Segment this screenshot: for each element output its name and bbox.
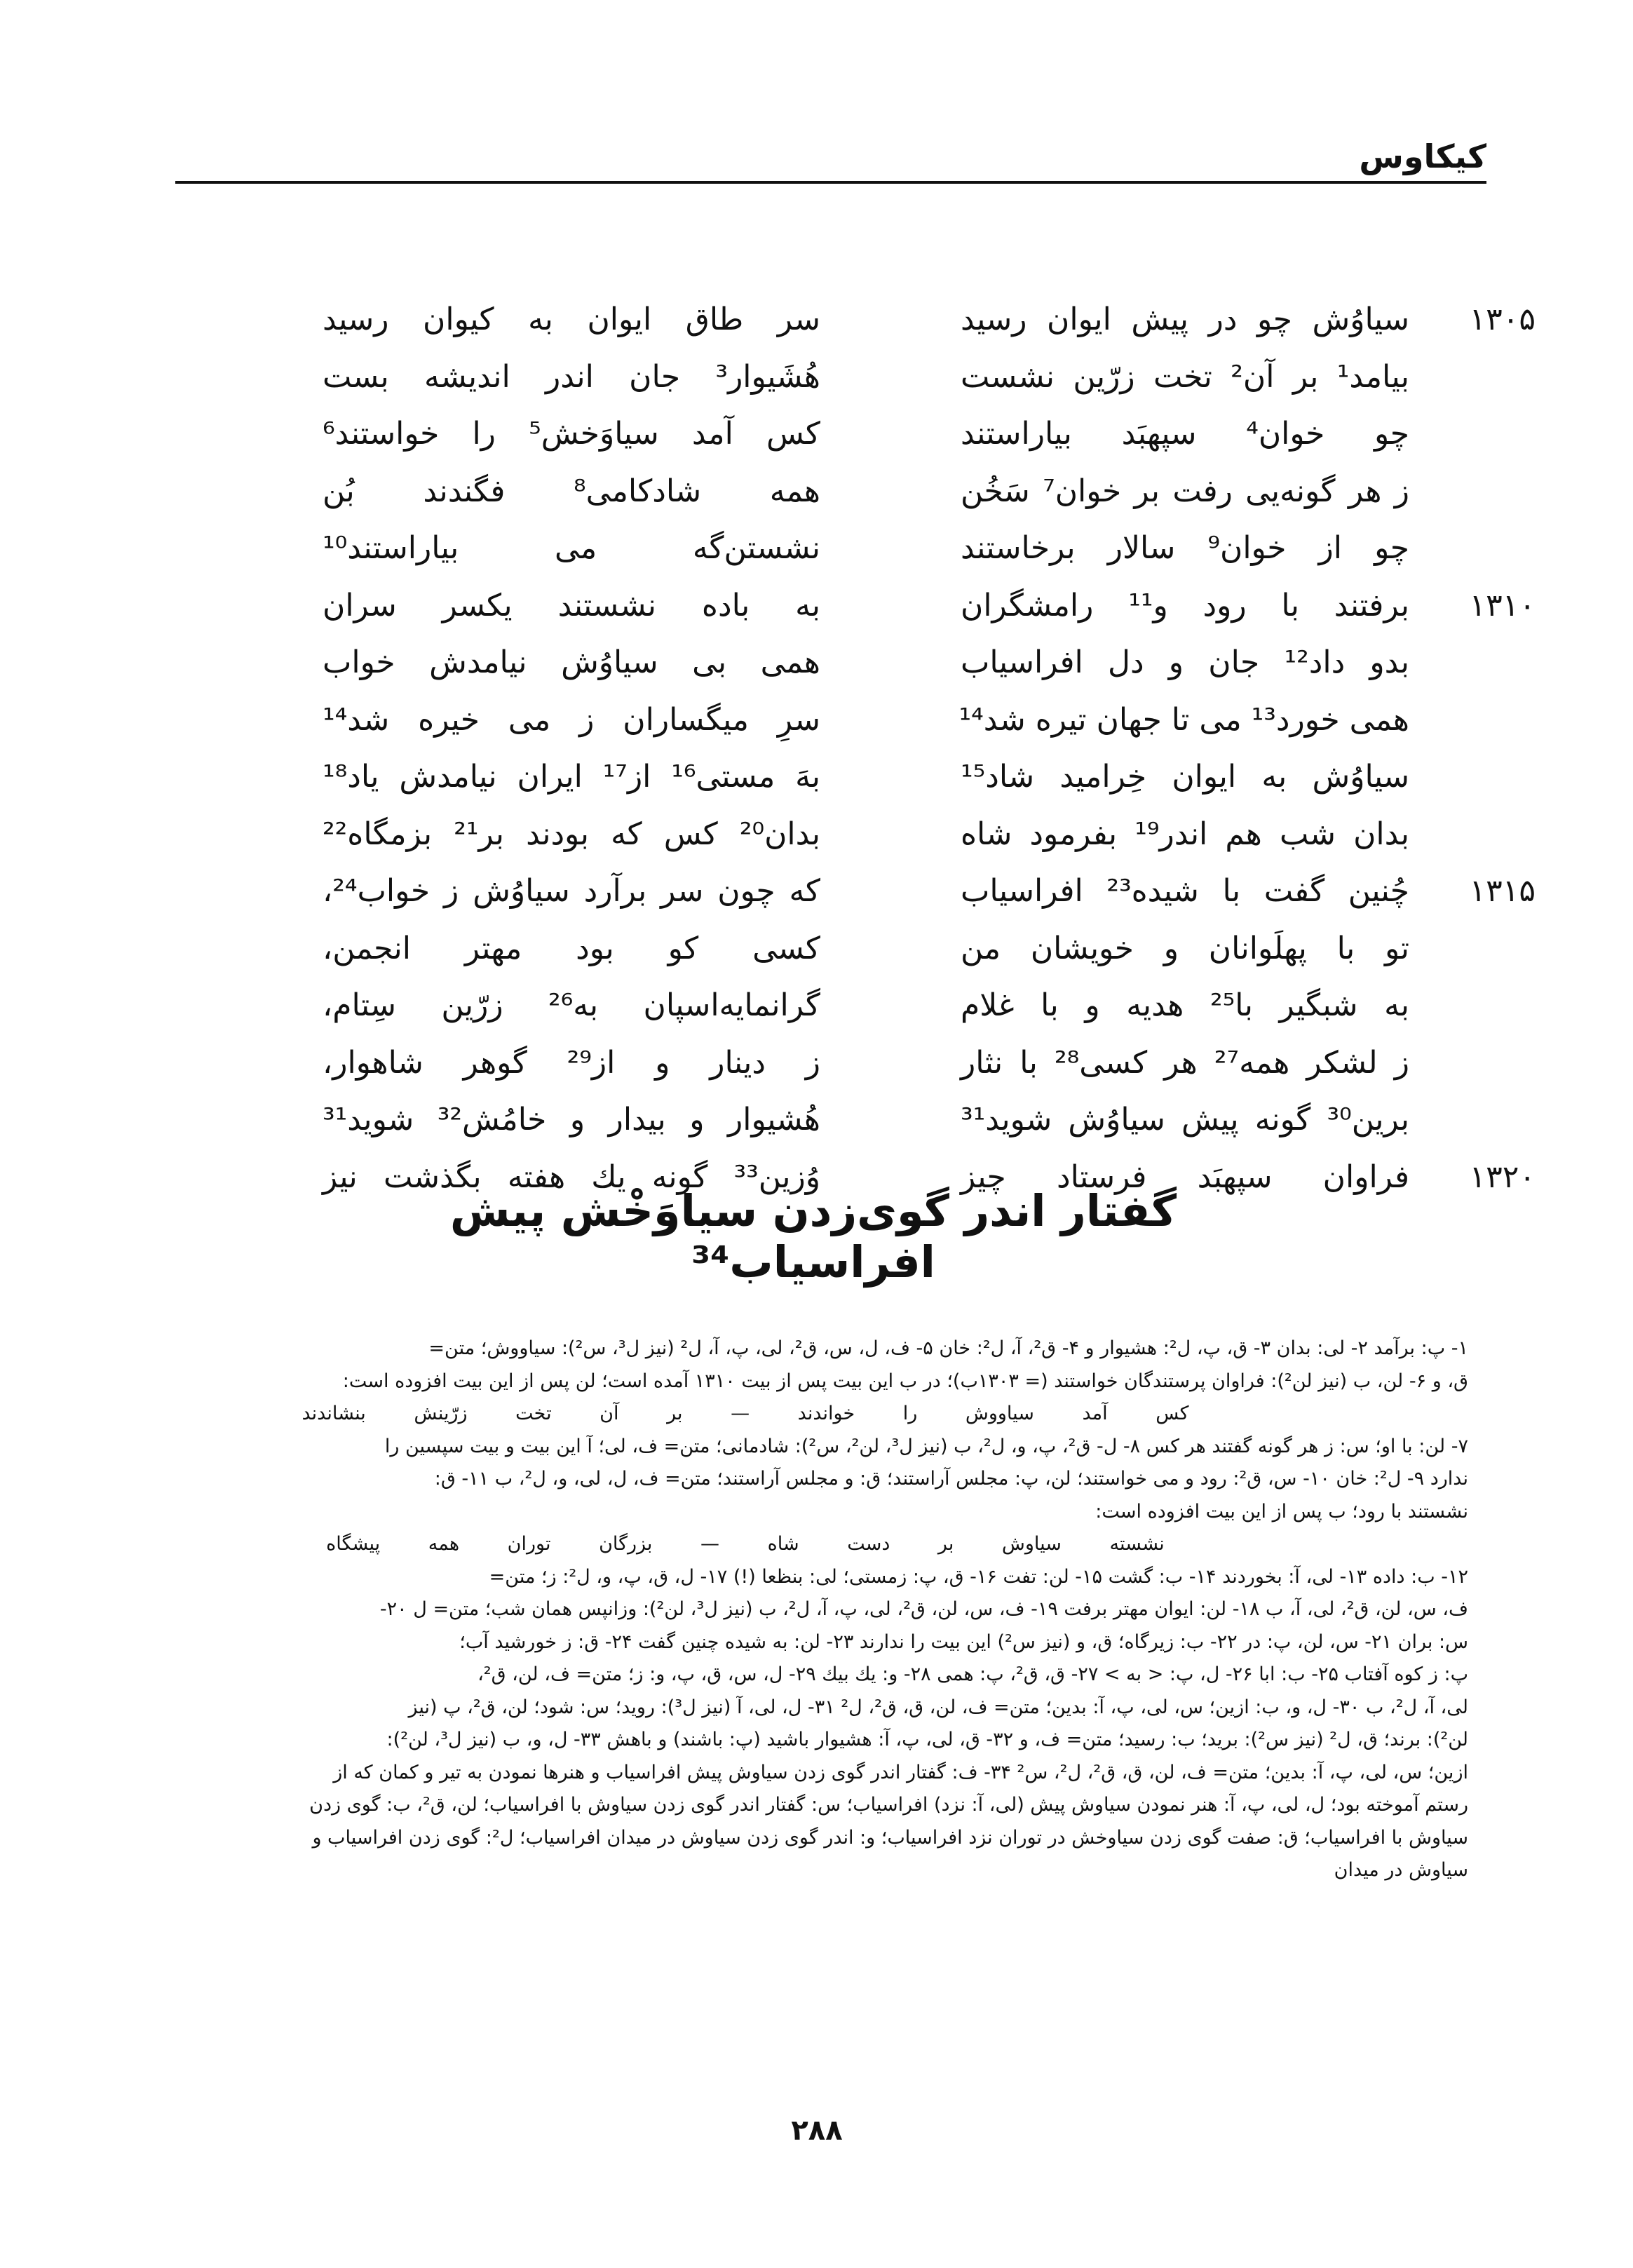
hemistich-first: ز لشکر همه²⁷ هر کسی²⁸ با نثار bbox=[961, 1044, 1409, 1081]
hemistich-first: چُنین گفت با شیده²³ افراسیاب bbox=[961, 873, 1409, 909]
footnote-line: ندارد ۹- ل²: خان ۱۰- س، ق²: رود و می خواستند؛ لن، پ: مجلس آراستند؛ ق: و مجلس آراستند؛ متن= ف، ل، لی، و، ل²، ب ۱۱- ق: bbox=[434, 1468, 1468, 1490]
footnote-line: نشستند با رود؛ ب پس از این بیت افزوده است: bbox=[1095, 1500, 1468, 1523]
verse-number: ۱۳۱۵ bbox=[1469, 873, 1536, 909]
running-head bbox=[175, 137, 1486, 184]
footnote-line: لن²): برند؛ ق، ل² (نیز س²): برید؛ ب: رسید؛ متن= ف، و ۳۲- ق، لی، پ، آ: هشیوار باشید (پ: باشند) و باهش ۳۳- ل، و، ب (نیز ل³، لن²): bbox=[386, 1729, 1468, 1750]
hemistich-first: چو خوان⁴ سپهبَد بیاراستند bbox=[961, 416, 1409, 452]
hemistich-second: هُشیوار و بیدار و خامُش³² شوید³¹ bbox=[323, 1102, 820, 1138]
poem-block bbox=[287, 302, 1536, 1216]
footnote-line: ق، و ۶- لن، ب (نیز لن²): فراوان پرستندگان خواستند (= ۱۳۰۳ب)؛ در ب این بیت پس از بیت ۱۳۱۰ آمده است؛ لن پس از این بیت افزوده است: bbox=[342, 1370, 1468, 1392]
hemistich-second: که چون سر برآرد سیاوُش ز خواب²⁴، bbox=[323, 873, 820, 909]
bayt bbox=[287, 702, 1536, 760]
bayt bbox=[287, 530, 1536, 588]
hemistich-second: سر طاق ایوان به کیوان رسید bbox=[323, 302, 820, 337]
hemistich-first: به شبگیر با²⁵ هدیه و با غلام bbox=[961, 987, 1409, 1023]
footnotes-apparatus bbox=[163, 1332, 1468, 1887]
footnote-line: رستم آموخته بود؛ ل، لی، پ، آ: هنر نمودن سیاوش پیش (لی، آ: نزد) افراسیاب؛ س: گفتار اندر گوی زدن سیاوش با افراسیاب؛ لن، ق²، ب: گوی زدن bbox=[309, 1794, 1468, 1816]
bayt bbox=[287, 302, 1536, 359]
bayt bbox=[287, 816, 1536, 874]
footnote-line: ازین؛ س، لی، پ، آ: بدین؛ متن= ف، لن، ق، ق²، ل²، س² ۳۴- ف: گفتار اندر گوی زدن سیاوش پیش افراسیاب و هنرها نمودن به تیر و کمان که از bbox=[333, 1761, 1468, 1783]
footnote-added-verse: کس آمد سیاووش را خواندند — بر آن تخت زرّینش بنشاندند bbox=[301, 1403, 1189, 1424]
hemistich-second: همی بی سیاوُش نیامدش خواب bbox=[323, 644, 820, 680]
hemistich-second: همه شادکامی⁸ فگندند بُن bbox=[323, 473, 820, 509]
hemistich-second: گرانمایه‌اسپان به²⁶ زرّین سِتام، bbox=[323, 987, 820, 1023]
bayt bbox=[287, 473, 1536, 531]
hemistich-first: برین³⁰ گونه پیش سیاوُش شوید³¹ bbox=[961, 1102, 1409, 1138]
bayt bbox=[287, 987, 1536, 1045]
bayt bbox=[287, 1102, 1536, 1159]
hemistich-second: نشستن‌گه می بیاراستند¹⁰ bbox=[323, 530, 820, 566]
footnote-line: ۱- پ: برآمد ۲- لی: بدان ۳- ق، پ، ل²: هشیوار و ۴- ق²، آ، ل²: خان ۵- ف، ل، س، ق²، لی، پ، آ، ل² (نیز ل³، س²): سیاووش؛ متن= bbox=[428, 1337, 1468, 1359]
verse-number: ۱۳۰۵ bbox=[1469, 302, 1536, 337]
hemistich-first: همی خورد¹³ می تا جهان تیره شد¹⁴ bbox=[958, 701, 1409, 738]
hemistich-first: بدان شب هم اندر¹⁹ بفرمود شاه bbox=[961, 816, 1409, 852]
page-number: ۲۸۸ bbox=[791, 2114, 843, 2147]
verse-number: ۱۳۱۰ bbox=[1469, 587, 1536, 623]
hemistich-first: ز هر گونه‌یی رفت بر خوان⁷ سَخُن bbox=[961, 473, 1409, 509]
chapter-title: کیکاوس bbox=[1359, 137, 1486, 175]
bayt bbox=[287, 873, 1536, 931]
bayt bbox=[287, 359, 1536, 417]
footnote-line: لی، آ، ل²، ب ۳۰- ل، و، ب: ازین؛ س، لی، پ، آ: بدین؛ متن= ف، لن، ق، ق²، ل² ۳۱- ل، لی، آ (نیز ل³): روید؛ س: شود؛ لن، ق²، پ (نیز bbox=[408, 1696, 1468, 1718]
bayt bbox=[287, 1045, 1536, 1102]
hemistich-second: کس آمد سیاوَخش⁵ را خواستند⁶ bbox=[323, 416, 820, 452]
hemistich-second: بدان²⁰ کس که بودند بر²¹ بزمگاه²² bbox=[323, 816, 820, 852]
footnote-line: سیاوش با افراسیاب؛ ق: صفت گوی زدن سیاوخش در توران نزد افراسیاب؛ و: اندر گوی زدن سیاوش در میدان افراسیاب؛ ل²: گوی زدن افراسیاب و bbox=[312, 1826, 1468, 1849]
hemistich-first: چو از خوان⁹ سالار برخاستند bbox=[961, 530, 1409, 566]
section-heading: گفتار اندر گوی‌زدن سیاوَخْش پیش افراسیاب³⁴ bbox=[449, 1185, 1177, 1288]
hemistich-first: بیامد¹ بر آن² تخت زرّین نشست bbox=[961, 358, 1409, 395]
hemistich-second: سرِ میگساران ز می خیره شد¹⁴ bbox=[323, 701, 820, 738]
footnote-line: ۱۲- ب: داده ۱۳- لی، آ: بخوردند ۱۴- ب: گشت ۱۵- لن: تفت ۱۶- ق، پ: زمستی؛ لی: بنظعا (!) ۱۷- ل، ق، پ، و، ل²: ز؛ متن= bbox=[489, 1565, 1468, 1588]
hemistich-first: تو با پهلَوانان و خویشان من bbox=[961, 930, 1409, 966]
hemistich-second: بهَ مستی¹⁶ از¹⁷ ایران نیامدش یاد¹⁸ bbox=[323, 759, 820, 795]
hemistich-second: به باده نشستند یکسر سران bbox=[323, 587, 820, 623]
bayt bbox=[287, 416, 1536, 473]
bayt bbox=[287, 931, 1536, 988]
hemistich-first: سیاوُش چو در پیش ایوان رسید bbox=[961, 302, 1409, 337]
hemistich-first: برفتند با رود و¹¹ رامشگران bbox=[961, 587, 1409, 623]
bayt bbox=[287, 644, 1536, 702]
hemistich-second: هُشَیوار³ جان اندر اندیشه بست bbox=[323, 358, 820, 395]
verse-number: ۱۳۲۰ bbox=[1469, 1159, 1536, 1195]
bayt bbox=[287, 588, 1536, 645]
hemistich-second: کسی کو بود مهتر انجمن، bbox=[323, 930, 820, 966]
bayt bbox=[287, 759, 1536, 816]
hemistich-second: وُزین³³ گونه یك هفته بگذشت نیز bbox=[323, 1159, 820, 1195]
footnote-line: پ: ز کوه آفتاب ۲۵- ب: ابا ۲۶- ل، پ: < به > ۲۷- ق، ق²، پ: همی ۲۸- و: یك بیك ۲۹- ل، س، ق، پ، و: ز؛ متن= ف، لن، ق²، bbox=[477, 1663, 1468, 1685]
footnote-line: ۷- لن: با او؛ س: ز هر گونه گفتند هر کس ۸- ل- ق²، پ، و، ل²، ب (نیز ل³، لن²، س²): شادمانی؛ متن= ف، لی؛ آ این بیت و بیت سپسین را bbox=[384, 1435, 1468, 1457]
footnote-line: ف، س، لن، ق²، لی، آ، ب ۱۸- لن: ایوان مهتر برفت ۱۹- ف، س، لن، ق²، لی، پ، آ، ل²، ب (نیز ل³، لن²): وزانپس همان شب؛ متن= ل ۲۰- bbox=[379, 1598, 1468, 1620]
footnote-line: س: بران ۲۱- س، لن، پ: در ۲۲- ب: زیرگاه؛ ق، و (نیز س²) این بیت را ندارند ۲۳- لن: به شیده چنین گفت ۲۴- ق: ز خورشید آب؛ bbox=[459, 1631, 1468, 1653]
hemistich-first: فراوان سپهبَد فرستاد چیز bbox=[961, 1159, 1409, 1195]
footnote-line: سیاوش در میدان bbox=[1334, 1859, 1468, 1881]
hemistich-first: سیاوُش به ایوان خِرامید شاد¹⁵ bbox=[961, 759, 1409, 795]
hemistich-first: بدو داد¹² جان و دل افراسیاب bbox=[961, 644, 1410, 680]
hemistich-second: ز دینار و از²⁹ گوهر شاهوار، bbox=[323, 1044, 821, 1081]
footnote-added-verse: نشسته سیاوش بر دست شاه — بزرگان توران همه پیشگاه bbox=[326, 1533, 1165, 1555]
